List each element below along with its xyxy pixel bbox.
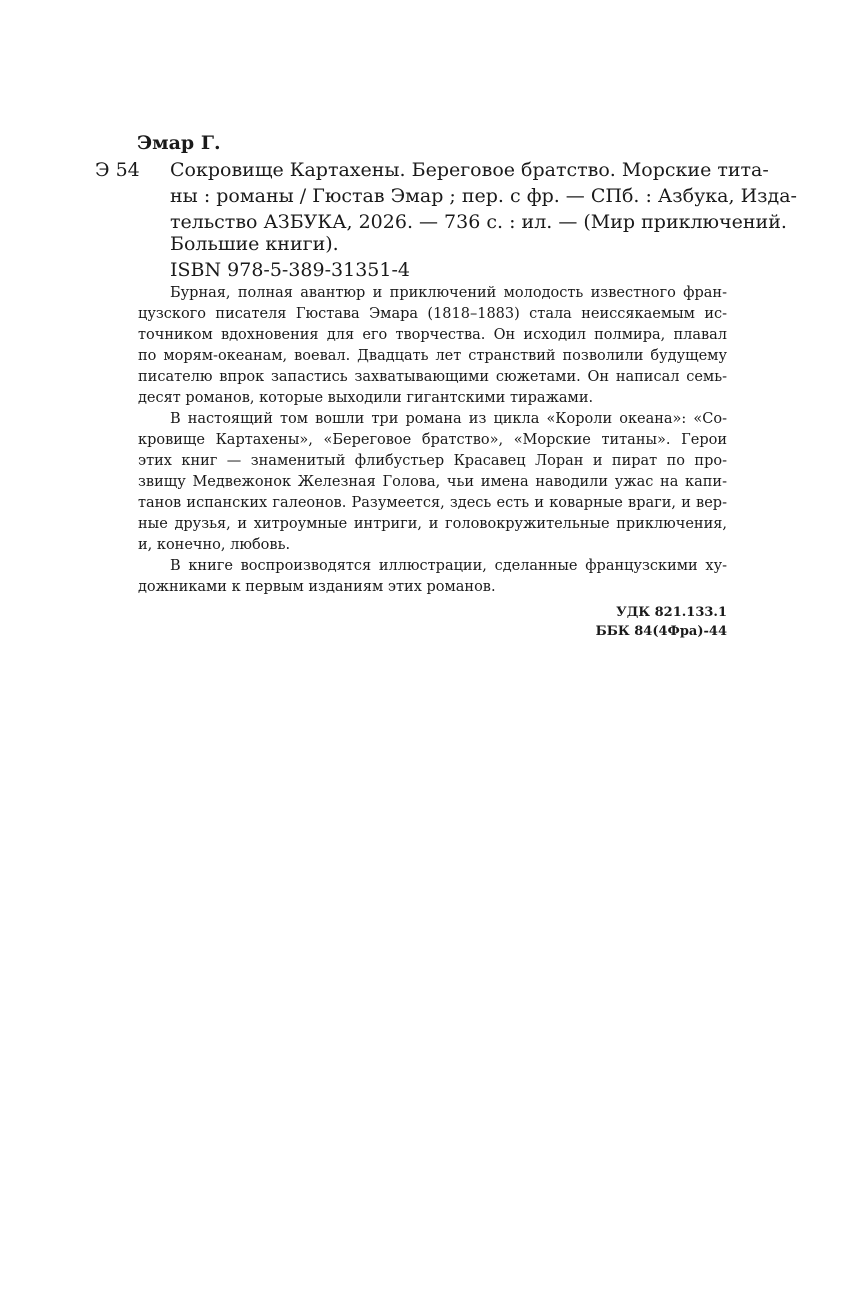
annotation-line: ные друзья, и хитроумные интриги, и головокружительные приключения,	[138, 516, 727, 532]
author-heading: Эмар Г.	[137, 132, 221, 154]
annotation-line: дожниками к первым изданиям этих романов.	[138, 579, 496, 595]
annotation-line: этих книг — знаменитый флибустьер Красавец Лоран и пират по про-	[138, 453, 727, 469]
annotation-line: цузского писателя Гюстава Эмара (1818–1883) стала неиссякаемым ис-	[138, 306, 727, 322]
annotation-line: кровище Картахены», «Береговое братство», «Морские титаны». Герои	[138, 432, 727, 448]
annotation-line: Бурная, полная авантюр и приключений молодость известного фран-	[170, 285, 727, 301]
annotation-line: точником вдохновения для его творчества. Он исходил полмира, плавал	[138, 327, 727, 343]
bbk-code: ББК 84(4Фра)-44	[595, 624, 727, 639]
isbn: ISBN 978-5-389-31351-4	[170, 259, 410, 281]
annotation-line: и, конечно, любовь.	[138, 537, 291, 553]
annotation-line: звищу Медвежонок Железная Голова, чьи имена наводили ужас на капи-	[138, 474, 727, 490]
annotation-line: В настоящий том вошли три романа из цикла «Короли океана»: «Со-	[170, 411, 727, 427]
annotation-line: В книге воспроизводятся иллюстрации, сделанные французскими ху-	[170, 558, 727, 574]
annotation-line: десят романов, которые выходили гигантскими тиражами.	[138, 390, 594, 406]
annotation-line: писателю впрок запастись захватывающими сюжетами. Он написал семь-	[138, 369, 727, 385]
bibliographic-line: ны : романы / Гюстав Эмар ; пер. с фр. — СПб. : Азбука, Изда-	[170, 185, 797, 207]
annotation-line: танов испанских галеонов. Разумеется, здесь есть и коварные враги, и вер-	[138, 495, 727, 511]
udk-code: УДК 821.133.1	[616, 605, 727, 620]
bibliographic-line: Большие книги).	[170, 233, 339, 255]
annotation-line: по морям-океанам, воевал. Двадцать лет странствий позволили будущему	[138, 348, 727, 364]
bibliographic-line: Сокровище Картахены. Береговое братство. Морские тита-	[170, 159, 769, 181]
catalog-code: Э 54	[95, 159, 140, 181]
bibliographic-line: тельство АЗБУКА, 2026. — 736 с. : ил. — (Мир приключений.	[170, 211, 787, 233]
